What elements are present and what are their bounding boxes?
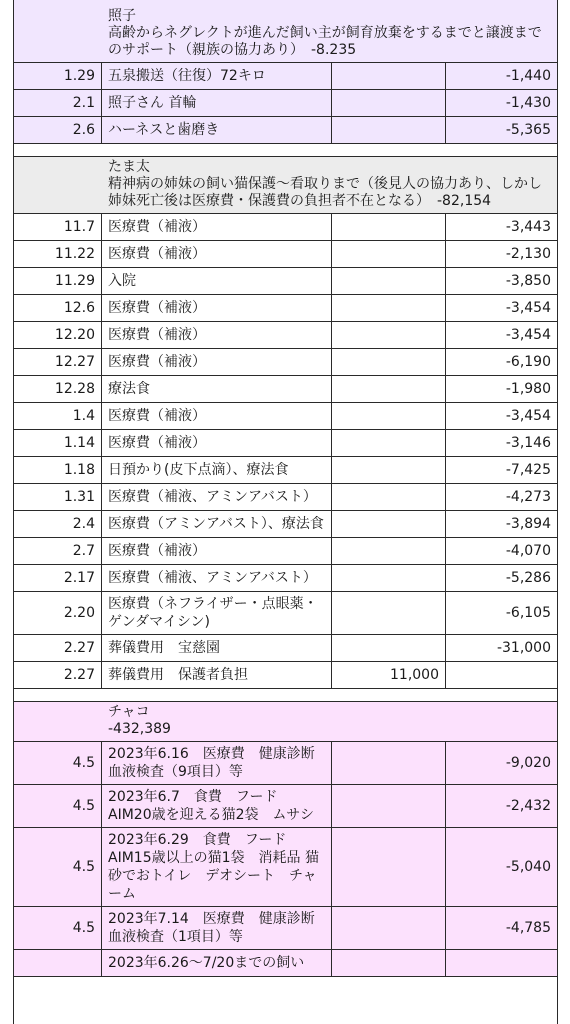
- section-header: [14, 6, 557, 63]
- income-cell: [332, 511, 446, 537]
- table-frame: [13, 0, 558, 1024]
- table-row: [14, 403, 557, 430]
- expense-cell: -6,190: [505, 354, 551, 370]
- expense-cell: -5,286: [505, 570, 551, 586]
- date-cell: 4.5: [14, 742, 102, 784]
- item-cell: 医療費（補液）: [102, 295, 332, 321]
- expense-cell: -9,020: [505, 755, 551, 771]
- date-cell: 2.1: [14, 90, 102, 116]
- expense-cell: -2,130: [505, 246, 551, 262]
- date-cell: 1.14: [14, 430, 102, 456]
- date-cell: 2.20: [14, 592, 102, 634]
- income-cell: [332, 268, 446, 294]
- date-cell: 2.4: [14, 511, 102, 537]
- item-cell: 医療費（ネフライザー・点眼薬・ゲンダマイシン): [102, 592, 332, 634]
- income-cell: [332, 241, 446, 267]
- section-header: [14, 157, 557, 214]
- item-cell: 照子さん 首輪: [102, 90, 332, 116]
- table-row: [14, 295, 557, 322]
- section-description: -432,389: [108, 721, 171, 737]
- section-spacer: [14, 689, 557, 701]
- date-cell: [14, 950, 102, 976]
- expense-cell: -31,000: [496, 640, 551, 656]
- table-row: [14, 484, 557, 511]
- item-cell: 2023年6.29 食費 フード AIM15歳以上の猫1袋 消耗品 猫砂でおトイレ デオシート チャーム: [102, 828, 332, 906]
- section-chako: [14, 701, 557, 977]
- section-tamata: [14, 156, 557, 689]
- income-cell: [332, 907, 446, 949]
- date-cell: 2.27: [14, 662, 102, 688]
- date-cell: 12.6: [14, 295, 102, 321]
- date-cell: 4.5: [14, 785, 102, 827]
- item-cell: 医療費（補液、アミンアバスト）: [102, 565, 332, 591]
- expense-cell: -3,894: [505, 516, 551, 532]
- date-cell: 1.18: [14, 457, 102, 483]
- income-cell: [332, 430, 446, 456]
- table-row: [14, 907, 557, 950]
- table-row: [14, 214, 557, 241]
- expense-cell: -1,440: [505, 68, 551, 84]
- income-cell: [332, 349, 446, 375]
- income-cell: [332, 117, 446, 143]
- item-cell: 2023年7.14 医療費 健康診断 血液検査（1項目）等: [102, 907, 332, 949]
- expense-cell: -5,365: [505, 122, 551, 138]
- item-cell: 医療費（補液）: [102, 403, 332, 429]
- expense-cell: -4,785: [505, 920, 551, 936]
- income-cell: [332, 635, 446, 661]
- income-cell: 11,000: [332, 662, 446, 688]
- table-row: [14, 63, 557, 90]
- section-name: 照子: [108, 8, 136, 24]
- expense-cell: -6,105: [505, 605, 551, 621]
- section-description: 高齢からネグレクトが進んだ飼い主が飼育放棄をするまでと譲渡までのサポート（親族の協力あり） -8.235: [108, 25, 542, 58]
- expense-cell: -5,040: [505, 859, 551, 875]
- item-cell: 入院: [102, 268, 332, 294]
- table-row: [14, 117, 557, 144]
- income-cell: [332, 376, 446, 402]
- section-description: 精神病の姉妹の飼い猫保護〜看取りまで（後見人の協力あり、しかし姉妹死亡後は医療費・保護費の負担者不在となる） -82,154: [108, 176, 542, 209]
- item-cell: 葬儀費用 宝慈園: [102, 635, 332, 661]
- expense-cell: -3,443: [505, 219, 551, 235]
- item-cell: 2023年6.26〜7/20までの飼い: [102, 950, 332, 976]
- date-cell: 2.6: [14, 117, 102, 143]
- table-row: [14, 268, 557, 295]
- expense-cell: -1,430: [505, 95, 551, 111]
- date-cell: 2.27: [14, 635, 102, 661]
- item-cell: 日預かり(皮下点滴）、療法食: [102, 457, 332, 483]
- income-cell: [332, 592, 446, 634]
- table-row: [14, 662, 557, 689]
- expense-cell: -3,454: [505, 327, 551, 343]
- income-cell: [332, 742, 446, 784]
- expense-cell: -3,454: [505, 408, 551, 424]
- item-cell: 医療費（補液）: [102, 241, 332, 267]
- item-cell: 五泉搬送（往復）72キロ: [102, 63, 332, 89]
- table-row: [14, 349, 557, 376]
- table-row: [14, 635, 557, 662]
- table-row: [14, 785, 557, 828]
- expense-cell: [446, 950, 557, 976]
- date-cell: 11.29: [14, 268, 102, 294]
- date-cell: 12.27: [14, 349, 102, 375]
- table-row: [14, 376, 557, 403]
- table-row: [14, 90, 557, 117]
- item-cell: 医療費（補液）: [102, 349, 332, 375]
- item-cell: 葬儀費用 保護者負担: [102, 662, 332, 688]
- expense-cell: -7,425: [505, 462, 551, 478]
- income-cell: [332, 950, 446, 976]
- section-name: チャコ: [108, 704, 150, 720]
- income-cell: [332, 63, 446, 89]
- item-cell: 医療費（アミンアバスト）、療法食: [102, 511, 332, 537]
- item-cell: 2023年6.16 医療費 健康診断 血液検査（9項目）等: [102, 742, 332, 784]
- table-row: [14, 592, 557, 635]
- table-row: [14, 322, 557, 349]
- date-cell: 2.7: [14, 538, 102, 564]
- expense-cell: -4,070: [505, 543, 551, 559]
- income-cell: [332, 538, 446, 564]
- table-row: [14, 430, 557, 457]
- table-row: [14, 565, 557, 592]
- income-cell: [332, 295, 446, 321]
- table-row: [14, 742, 557, 785]
- date-cell: 11.22: [14, 241, 102, 267]
- income-cell: [332, 457, 446, 483]
- table-row: [14, 828, 557, 907]
- section-spacer: [14, 144, 557, 156]
- income-cell: [332, 214, 446, 240]
- expense-cell: -3,146: [505, 435, 551, 451]
- income-cell: [332, 484, 446, 510]
- table-row: [14, 538, 557, 565]
- date-cell: 1.4: [14, 403, 102, 429]
- section-name: たま太: [108, 159, 150, 175]
- expense-cell: -3,454: [505, 300, 551, 316]
- table-row: [14, 457, 557, 484]
- date-cell: 12.28: [14, 376, 102, 402]
- item-cell: 医療費（補液）: [102, 214, 332, 240]
- income-cell: [332, 785, 446, 827]
- income-cell: [332, 828, 446, 906]
- expense-cell: -4,273: [505, 489, 551, 505]
- income-cell: [332, 90, 446, 116]
- expense-cell: [446, 662, 557, 688]
- section-header: [14, 702, 557, 742]
- item-cell: 療法食: [102, 376, 332, 402]
- table-row: [14, 241, 557, 268]
- date-cell: 2.17: [14, 565, 102, 591]
- income-cell: [332, 403, 446, 429]
- date-cell: 1.31: [14, 484, 102, 510]
- item-cell: 医療費（補液）: [102, 430, 332, 456]
- item-cell: 医療費（補液）: [102, 322, 332, 348]
- date-cell: 11.7: [14, 214, 102, 240]
- date-cell: 1.29: [14, 63, 102, 89]
- item-cell: 医療費（補液）: [102, 538, 332, 564]
- income-cell: [332, 322, 446, 348]
- income-cell: [332, 565, 446, 591]
- expense-cell: -2,432: [505, 798, 551, 814]
- item-cell: ハーネスと歯磨き: [102, 117, 332, 143]
- date-cell: 4.5: [14, 907, 102, 949]
- expense-cell: -3,850: [505, 273, 551, 289]
- date-cell: 4.5: [14, 828, 102, 906]
- table-row: [14, 950, 557, 977]
- item-cell: 医療費（補液、アミンアバスト）: [102, 484, 332, 510]
- expense-cell: -1,980: [505, 381, 551, 397]
- section-teruko: [14, 0, 557, 144]
- item-cell: 2023年6.7 食費 フード AIM20歳を迎える猫2袋 ムサシ: [102, 785, 332, 827]
- table-row: [14, 511, 557, 538]
- date-cell: 12.20: [14, 322, 102, 348]
